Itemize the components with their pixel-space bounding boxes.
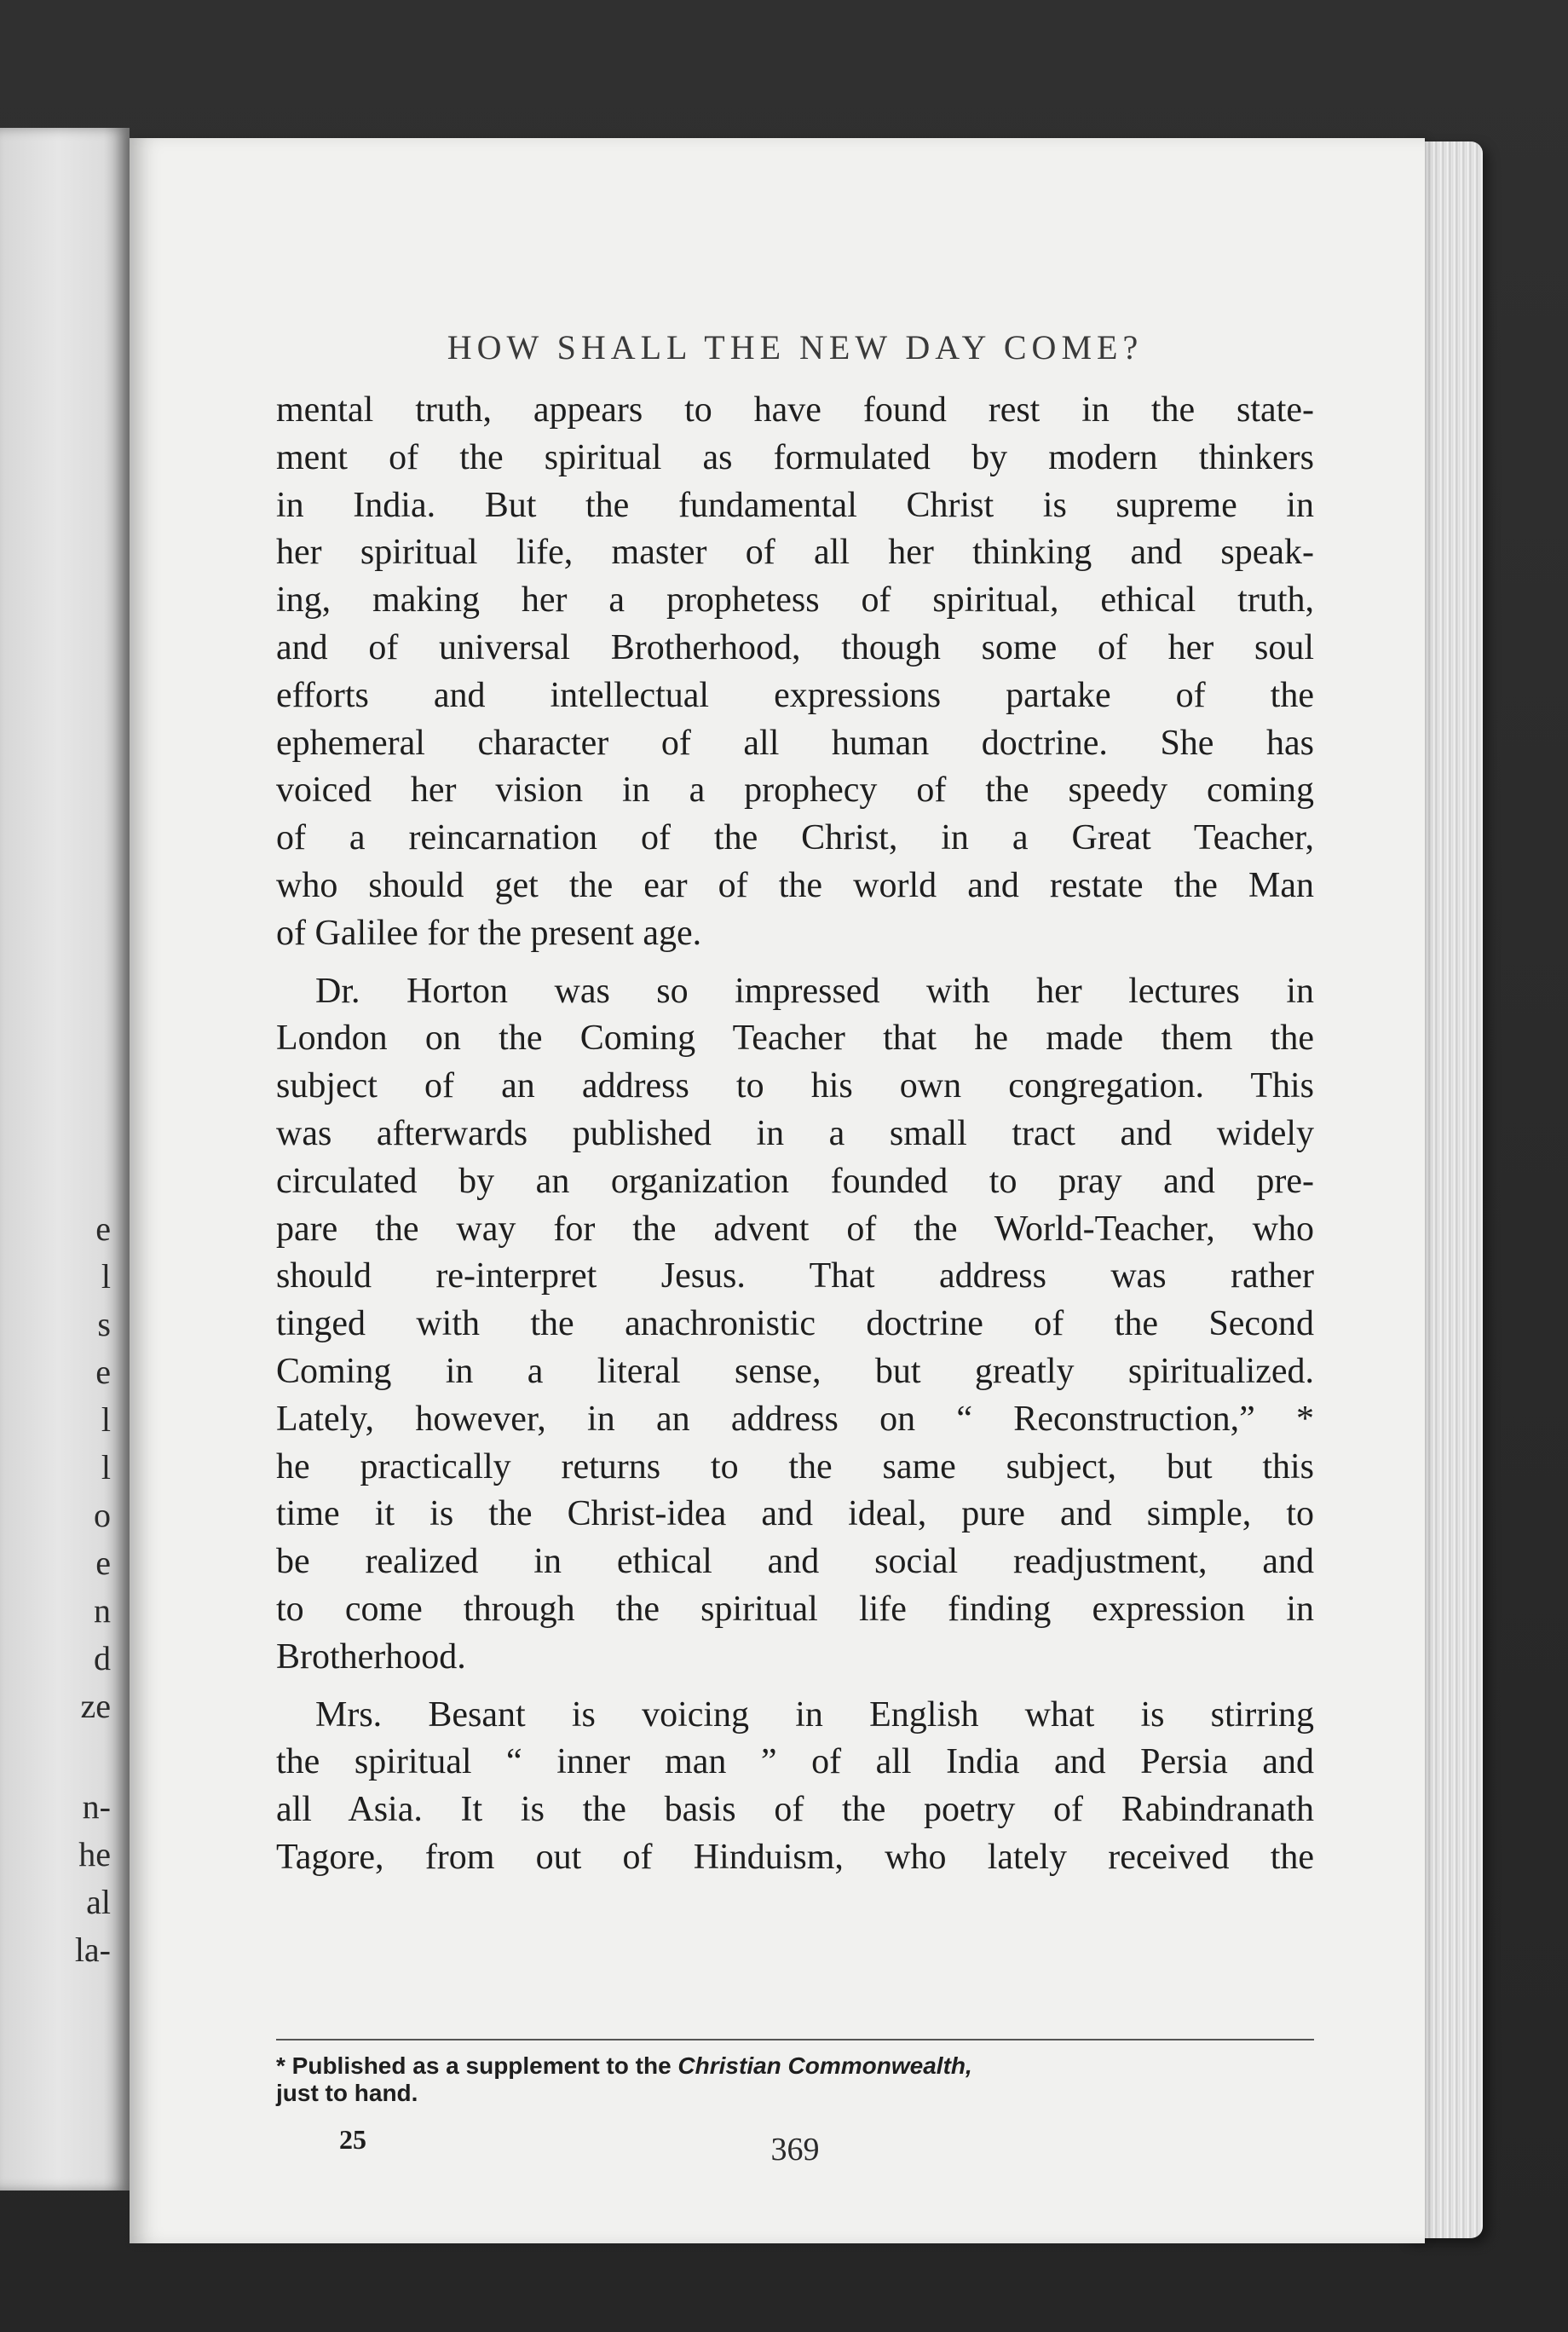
text-line: ment of the spiritual as formulated by modern thinkers xyxy=(276,437,1314,477)
text-line: be realized in ethical and social readjustment, and xyxy=(276,1542,1314,1582)
text-line: circulated by an organization founded to pray and pre- xyxy=(276,1161,1314,1201)
page-number: 369 xyxy=(770,2132,820,2167)
text-line: voiced her vision in a prophecy of the speedy coming xyxy=(276,771,1314,811)
footnote-publication-title: Christian Commonwealth, xyxy=(677,2052,972,2079)
text-line: he practically returns to the same subject, but this xyxy=(276,1446,1314,1486)
text-line: London on the Coming Teacher that he made them the xyxy=(276,1019,1314,1059)
text-line: ing, making her a prophetess of spiritual, ethical truth, xyxy=(276,580,1314,621)
text-line: the spiritual “ inner man ” of all India and Persia and xyxy=(276,1742,1314,1782)
text-line: tinged with the anachronistic doctrine of the Second xyxy=(276,1304,1314,1344)
text-line: in India. But the fundamental Christ is supreme in xyxy=(276,485,1314,525)
fragment-text: s xyxy=(97,1305,111,1343)
fragment-text: o xyxy=(94,1496,111,1534)
fragment-text: he xyxy=(78,1835,111,1873)
text-line: Tagore, from out of Hinduism, who lately received the xyxy=(276,1837,1314,1877)
page-body xyxy=(276,387,1314,1882)
fragment-text: la- xyxy=(74,1931,111,1969)
footnote-line xyxy=(276,2052,1314,2080)
text-line: time it is the Christ-idea and ideal, pure and simple, to xyxy=(276,1494,1314,1534)
text-line: ephemeral character of all human doctrine. She has xyxy=(276,723,1314,763)
text-line: of a reincarnation of the Christ, in a Great Teacher, xyxy=(276,818,1314,858)
fragment-text: l xyxy=(101,1257,111,1296)
text-line: was afterwards published in a small tract and widely xyxy=(276,1113,1314,1153)
text-line: Lately, however, in an address on “ Reconstruction,” * xyxy=(276,1399,1314,1439)
text-line: and of universal Brotherhood, though some of her soul xyxy=(276,627,1314,667)
fragment-text: al xyxy=(86,1883,111,1921)
text-line: Brotherhood. xyxy=(276,1636,466,1677)
fragment-text: e xyxy=(95,1209,111,1248)
text-line: subject of an address to his own congregation. This xyxy=(276,1066,1314,1106)
text-line: Dr. Horton was so impressed with her lectures in xyxy=(315,971,1314,1011)
text-line: who should get the ear of the world and restate the Man xyxy=(276,865,1314,905)
signature-mark: 25 xyxy=(339,2124,366,2155)
fragment-text: ze xyxy=(80,1687,111,1725)
running-head: HOW SHALL THE NEW DAY COME? xyxy=(447,328,1144,367)
text-line: her spiritual life, master of all her thinking and speak- xyxy=(276,533,1314,573)
footnote xyxy=(276,2052,1314,2107)
footnote-line: just to hand. xyxy=(276,2080,418,2106)
footnote-rule xyxy=(276,2039,1314,2040)
text-line: mental truth, appears to have found rest in the state- xyxy=(276,390,1314,430)
fragment-text: n xyxy=(94,1591,111,1630)
text-line: to come through the spiritual life finding expression in xyxy=(276,1589,1314,1629)
fragment-text: l xyxy=(101,1400,111,1439)
text-line: pare the way for the advent of the World-Teacher, who xyxy=(276,1209,1314,1249)
fragment-text: n- xyxy=(82,1787,111,1826)
text-line: efforts and intellectual expressions partake of the xyxy=(276,675,1314,715)
text-line: Mrs. Besant is voicing in English what is stirring xyxy=(315,1694,1314,1735)
fragment-text: e xyxy=(95,1353,111,1391)
text-line: should re-interpret Jesus. That address was rather xyxy=(276,1256,1314,1296)
fragment-text: l xyxy=(101,1448,111,1486)
facing-page-fragment xyxy=(0,128,130,2191)
text-line: of Galilee for the present age. xyxy=(276,913,702,953)
text-line: all Asia. It is the basis of the poetry of Rabindranath xyxy=(276,1790,1314,1830)
text-line: Coming in a literal sense, but greatly spiritualized. xyxy=(276,1351,1314,1391)
fragment-text: e xyxy=(95,1544,111,1582)
book-page xyxy=(130,138,1425,2243)
fragment-text: d xyxy=(94,1639,111,1677)
footnote-text: * Published as a supplement to the xyxy=(276,2052,678,2079)
